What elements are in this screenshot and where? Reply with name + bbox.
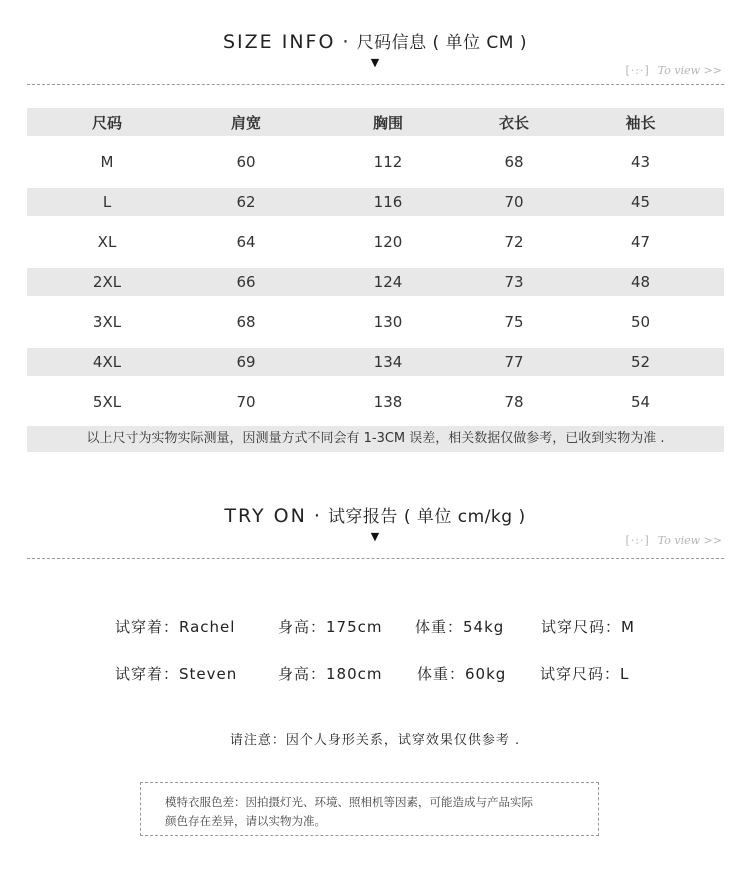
header-cell: 尺码: [91, 113, 122, 132]
tester-name: 试穿着：Rachel: [115, 618, 236, 636]
try-on-title-sep: ·: [313, 505, 321, 527]
table-row: [27, 348, 724, 376]
header-cell: 袖长: [625, 113, 656, 132]
down-arrow-icon: ▼: [370, 56, 380, 69]
tester-height: 身高：175cm: [278, 618, 383, 636]
table-cell: 64: [236, 233, 256, 251]
table-cell: 124: [373, 273, 403, 291]
table-row: [27, 388, 724, 416]
table-cell: 72: [504, 233, 524, 251]
measurement-note: 以上尺寸为实物实际测量，因测量方式不同会有 1-3CM 误差，相关数据仅做参考，已收到实物为准 .: [27, 426, 724, 452]
size-info-title-sep: ·: [342, 31, 350, 53]
try-on-notice: 请注意：因个人身形关系，试穿效果仅供参考 .: [229, 733, 521, 748]
size-table-header: [27, 108, 724, 136]
table-cell: 66: [236, 273, 256, 291]
header-cell: 衣长: [498, 113, 529, 132]
size-table: [27, 108, 724, 428]
table-cell: 47: [630, 233, 651, 251]
table-cell: 68: [236, 313, 256, 331]
table-cell: 43: [630, 153, 651, 171]
tester-size: 试穿尺码：L: [540, 665, 630, 683]
try-on-title: [0, 502, 750, 527]
color-note-line: 颜色存在差异，请以实物为准。: [165, 814, 326, 828]
table-cell: 48: [630, 273, 651, 291]
color-note-line: 模特衣服色差：因拍摄灯光、环境、照相机等因素，可能造成与产品实际: [165, 795, 533, 809]
size-info-title-en: SIZE INFO: [223, 31, 336, 53]
table-row: [27, 188, 724, 216]
tester-row: [0, 616, 750, 640]
try-on-title-cn: 试穿报告 ( 单位 cm/kg ): [327, 507, 526, 527]
table-cell: 70: [504, 193, 524, 211]
header-cell: 肩宽: [230, 113, 261, 132]
tester-row: [0, 663, 750, 687]
dashed-divider: [27, 558, 724, 559]
table-cell: 69: [236, 353, 256, 371]
dashed-divider: [27, 84, 724, 85]
to-view-text: To view >>: [657, 64, 722, 77]
table-row: [27, 308, 724, 336]
view-brackets-icon: [·:·]: [625, 534, 650, 547]
table-cell: 73: [504, 273, 524, 291]
color-difference-note: [140, 782, 599, 836]
table-cell: 130: [373, 313, 403, 331]
table-cell: 4XL: [92, 353, 122, 371]
to-view-link[interactable]: [626, 534, 723, 547]
table-cell: 2XL: [92, 273, 122, 291]
down-arrow-icon: ▼: [370, 530, 380, 543]
table-cell: 50: [630, 313, 651, 331]
tester-weight: 体重：54kg: [415, 618, 505, 636]
table-cell: 68: [504, 153, 524, 171]
table-cell: 62: [236, 193, 256, 211]
table-cell: 138: [373, 393, 403, 411]
table-cell: 78: [504, 393, 524, 411]
try-on-title-en: TRY ON: [224, 505, 307, 527]
table-cell: 5XL: [92, 393, 122, 411]
to-view-text: To view >>: [657, 534, 722, 547]
table-cell: 112: [373, 153, 403, 171]
table-cell: 70: [236, 393, 256, 411]
table-row: [27, 228, 724, 256]
table-row: [27, 268, 724, 296]
tester-size: 试穿尺码：M: [541, 618, 635, 636]
table-row: [27, 148, 724, 176]
table-cell: L: [102, 193, 112, 211]
table-cell: 45: [630, 193, 651, 211]
tester-height: 身高：180cm: [278, 665, 383, 683]
header-cell: 胸围: [372, 113, 403, 132]
to-view-link[interactable]: [626, 64, 723, 77]
tester-weight: 体重：60kg: [417, 665, 507, 683]
table-cell: 120: [373, 233, 403, 251]
table-cell: 116: [373, 193, 403, 211]
table-cell: 75: [504, 313, 524, 331]
tester-name: 试穿着：Steven: [115, 665, 238, 683]
table-cell: 52: [630, 353, 651, 371]
table-cell: 134: [373, 353, 403, 371]
table-cell: XL: [97, 233, 117, 251]
table-cell: 77: [504, 353, 524, 371]
size-info-title-cn: 尺码信息 ( 单位 CM ): [356, 33, 527, 53]
table-cell: M: [100, 153, 114, 171]
view-brackets-icon: [·:·]: [625, 64, 650, 77]
table-cell: 60: [236, 153, 256, 171]
table-cell: 3XL: [92, 313, 122, 331]
table-cell: 54: [630, 393, 651, 411]
size-info-title: [0, 28, 750, 53]
